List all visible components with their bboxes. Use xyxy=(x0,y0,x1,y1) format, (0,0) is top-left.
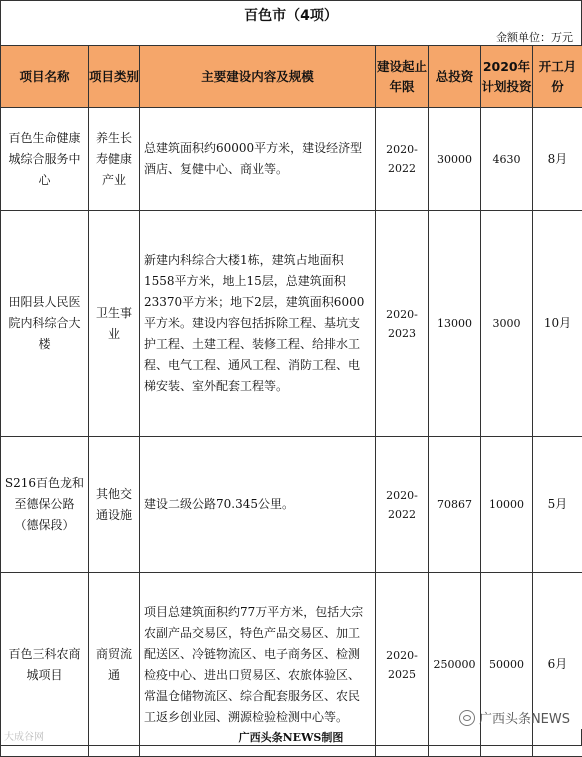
project-category: 其他交通设施 xyxy=(89,437,140,573)
project-period: 2020-2022 xyxy=(376,437,429,573)
project-content: 建设二级公路70.345公里。 xyxy=(140,437,376,573)
project-category: 商贸流通 xyxy=(89,573,140,757)
project-content: 新建内科综合大楼1栋，建筑占地面积1558平方米，地上15层，总建筑面积23370平方米；地下2层，建筑面积6000平方米。建设内容包括拆除工程、基坑支护工程、土建工程、装修工程、给排水工程、电气工程、通风工程、消防工程、电梯安装、室外配套工程等。 xyxy=(140,211,376,437)
table-title: 百色市（4项） xyxy=(0,0,582,28)
project-period: 2020-2023 xyxy=(376,211,429,437)
table-row xyxy=(1,437,582,573)
project-plan2020: 4630 xyxy=(481,108,533,211)
header-row xyxy=(1,46,582,108)
header-total: 总投资 xyxy=(429,46,481,108)
project-name: 百色三科农商城项目 xyxy=(1,573,89,757)
watermark-source: 大成谷网 xyxy=(4,728,44,743)
project-table xyxy=(0,45,582,757)
project-month: 10月 xyxy=(533,211,582,437)
header-period: 建设起止年限 xyxy=(376,46,429,108)
header-content: 主要建设内容及规模 xyxy=(140,46,376,108)
project-total: 13000 xyxy=(429,211,481,437)
project-total: 30000 xyxy=(429,108,481,211)
header-name: 项目名称 xyxy=(1,46,89,108)
project-category: 卫生事业 xyxy=(89,211,140,437)
project-plan2020: 3000 xyxy=(481,211,533,437)
project-category: 养生长寿健康产业 xyxy=(89,108,140,211)
project-content: 项目总建筑面积约77万平方米，包括大宗农副产品交易区，特色产品交易区、加工配送区、冷链物流区、电子商务区、检测检疫中心、进出口贸易区、农旅体验区、常温仓储物流区、综合配套服务区、农民工返乡创业园、溯源检验检测中心等。 xyxy=(140,573,376,757)
watermark-brand-text: 广西头条NEWS xyxy=(479,708,570,727)
project-total: 70867 xyxy=(429,437,481,573)
header-month: 开工月份 xyxy=(533,46,582,108)
project-period: 2020-2025 xyxy=(376,573,429,757)
wechat-icon xyxy=(459,710,475,726)
unit-row xyxy=(0,27,582,45)
project-name: 田阳县人民医院内科综合大楼 xyxy=(1,211,89,437)
watermark-brand xyxy=(459,708,570,727)
project-month: 6月 xyxy=(533,573,582,757)
unit-label: 金额单位：万元 xyxy=(496,29,573,45)
project-name: 百色生命健康城综合服务中心 xyxy=(1,108,89,211)
project-content: 总建筑面积约60000平方米，建设经济型酒店、复健中心、商业等。 xyxy=(140,108,376,211)
project-month: 8月 xyxy=(533,108,582,211)
project-name: S216百色龙和至德保公路（德保段） xyxy=(1,437,89,573)
header-category: 项目类别 xyxy=(89,46,140,108)
project-plan2020: 10000 xyxy=(481,437,533,573)
footer-credit: 广西头条NEWS制图 xyxy=(0,729,582,746)
table-row xyxy=(1,211,582,437)
header-plan2020: 2020年计划投资 xyxy=(481,46,533,108)
table-row xyxy=(1,108,582,211)
project-plan2020: 50000 xyxy=(481,573,533,757)
project-month: 5月 xyxy=(533,437,582,573)
project-total: 250000 xyxy=(429,573,481,757)
project-period: 2020-2022 xyxy=(376,108,429,211)
